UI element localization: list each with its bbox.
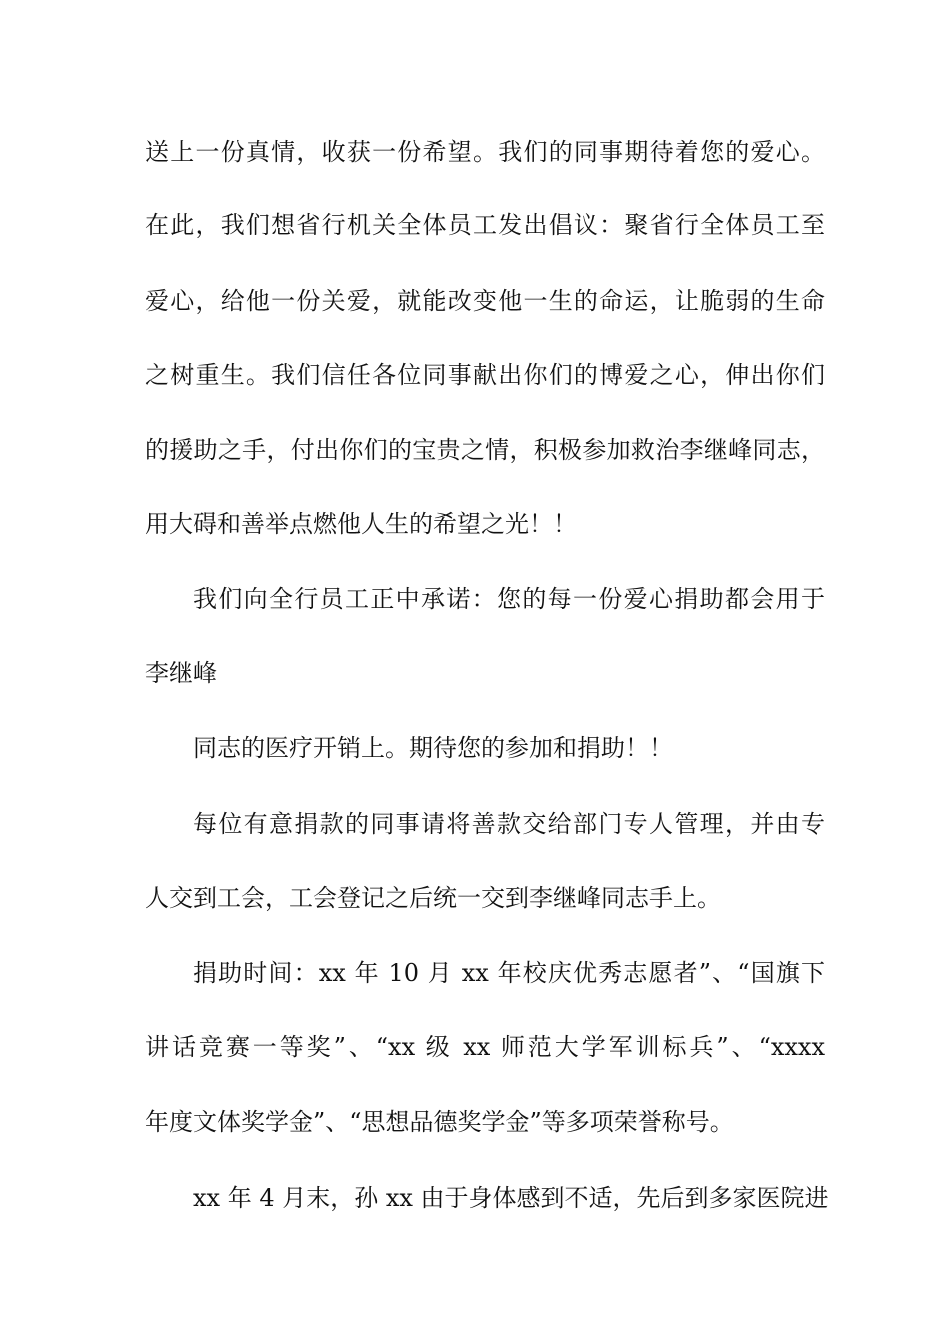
text-line: 在此，我们想省行机关全体员工发出倡议：聚省行全体员工至 — [145, 211, 825, 239]
text-line: 的援助之手，付出你们的宝贵之情，积极参加救治李继峰同志， — [145, 436, 825, 464]
text-line: 讲话竞赛一等奖”、“xx 级 xx 师范大学军训标兵”、“xxxx — [145, 1033, 825, 1061]
text-line: 用大碍和善举点燃他人生的希望之光！！ — [145, 510, 577, 538]
text-line: 我们向全行员工正中承诺：您的每一份爱心捐助都会用于 — [193, 585, 825, 613]
text-line: 爱心，给他一份关爱，就能改变他一生的命运，让脆弱的生命 — [145, 287, 825, 315]
text-line: 送上一份真情，收获一份希望。我们的同事期待着您的爱心。 — [145, 138, 825, 166]
text-line: xx 年 4 月末，孙 xx 由于身体感到不适，先后到多家医院进 — [193, 1184, 829, 1212]
text-line: 李继峰 — [145, 659, 217, 687]
text-line: 同志的医疗开销上。期待您的参加和捐助！！ — [193, 734, 673, 762]
text-line: 年度文体奖学金”、“思想品德奖学金”等多项荣誉称号。 — [145, 1108, 734, 1136]
text-line: 每位有意捐款的同事请将善款交给部门专人管理，并由专 — [193, 810, 825, 838]
text-line: 捐助时间：xx 年 10 月 xx 年校庆优秀志愿者”、“国旗下 — [193, 959, 825, 987]
text-line: 之树重生。我们信任各位同事献出你们的博爱之心，伸出你们 — [145, 361, 825, 389]
text-line: 人交到工会，工会登记之后统一交到李继峰同志手上。 — [145, 884, 721, 912]
